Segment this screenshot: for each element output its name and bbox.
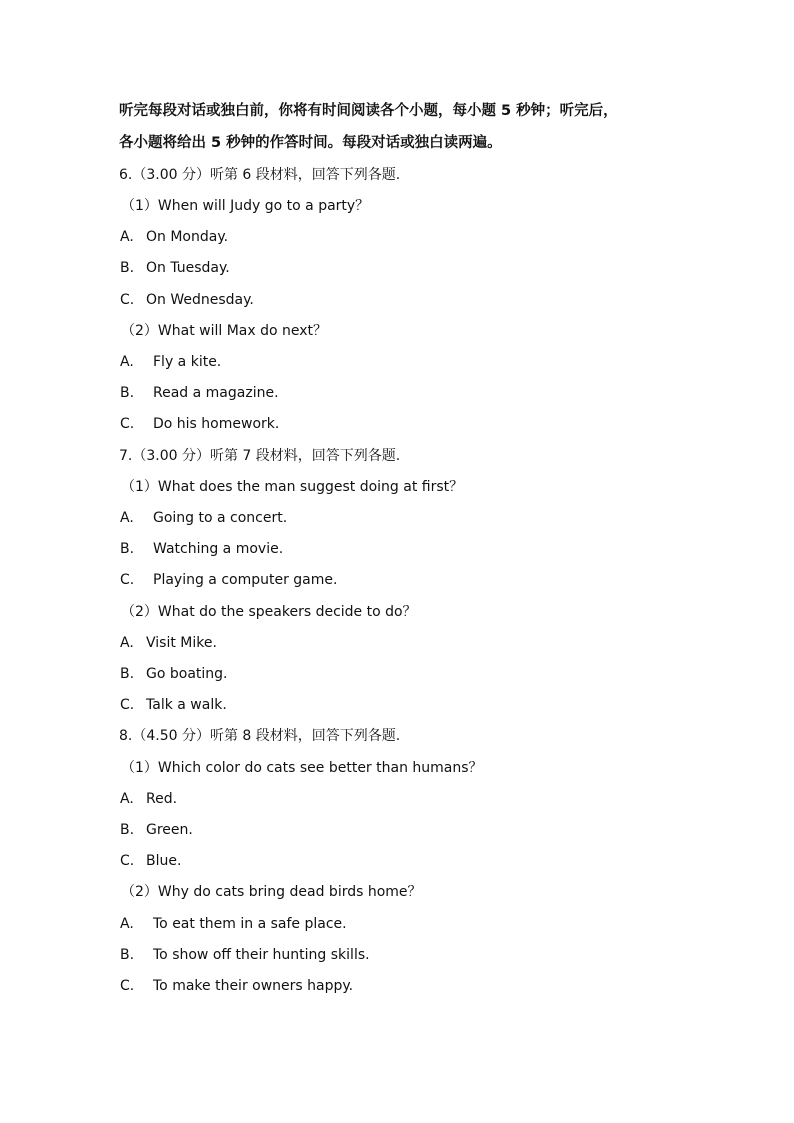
option-text: Talk a walk. (146, 697, 227, 713)
option-c[interactable] (120, 570, 337, 590)
option-letter: C. (120, 853, 135, 869)
option-letter: C. (120, 697, 135, 713)
option-b[interactable] (120, 258, 230, 278)
option-a[interactable] (120, 352, 221, 372)
option-text: Blue. (146, 853, 182, 869)
option-text: Fly a kite. (153, 354, 222, 370)
option-letter: A. (120, 229, 134, 245)
sub-question-stem: （1）Which color do cats see better than humans？ (121, 760, 483, 776)
question-header: 8.（4.50 分）听第 8 段材料，回答下列各题. (119, 728, 401, 744)
option-letter: A. (120, 354, 134, 370)
option-a[interactable] (120, 789, 177, 809)
option-letter: A. (120, 510, 134, 526)
option-letter: C. (120, 292, 135, 308)
sub-question-stem: （2）What will Max do next？ (121, 323, 328, 339)
option-b[interactable] (120, 383, 279, 403)
option-text: On Tuesday. (146, 260, 230, 276)
option-a[interactable] (120, 508, 287, 528)
option-text: Watching a movie. (153, 541, 284, 557)
option-letter: B. (120, 666, 135, 682)
option-letter: C. (120, 572, 135, 588)
option-text: To make their owners happy. (153, 978, 354, 994)
option-letter: C. (120, 978, 135, 994)
option-letter: A. (120, 791, 134, 807)
sub-question-stem: （1）What does the man suggest doing at first？ (121, 479, 464, 495)
option-letter: B. (120, 385, 135, 401)
option-text: Playing a computer game. (153, 572, 338, 588)
option-a[interactable] (120, 227, 228, 247)
option-b[interactable] (120, 664, 227, 684)
sub-question-stem: （2）Why do cats bring dead birds home？ (121, 884, 422, 900)
option-text: To show off their hunting skills. (153, 947, 370, 963)
option-text: Red. (146, 791, 178, 807)
option-text: Green. (146, 822, 193, 838)
option-c[interactable] (120, 851, 181, 871)
option-text: Read a magazine. (153, 385, 279, 401)
question-header: 7.（3.00 分）听第 7 段材料，回答下列各题. (119, 448, 401, 464)
question-header: 6.（3.00 分）听第 6 段材料，回答下列各题. (119, 167, 401, 183)
option-c[interactable] (120, 290, 254, 310)
sub-question-stem: （1）When will Judy go to a party？ (121, 198, 370, 214)
option-a[interactable] (120, 633, 217, 653)
option-text: Going to a concert. (153, 510, 288, 526)
option-text: Do his homework. (153, 416, 280, 432)
option-letter: B. (120, 822, 135, 838)
option-b[interactable] (120, 820, 193, 840)
option-letter: B. (120, 947, 135, 963)
intro-line-2: 各小题将给出 5 秒钟的作答时间。每段对话或独白读两遍。 (119, 135, 502, 151)
option-text: Visit Mike. (146, 635, 217, 651)
option-text: To eat them in a safe place. (153, 916, 347, 932)
option-letter: C. (120, 416, 135, 432)
option-letter: B. (120, 541, 135, 557)
option-letter: A. (120, 916, 134, 932)
option-b[interactable] (120, 945, 370, 965)
option-text: On Monday. (146, 229, 229, 245)
option-c[interactable] (120, 976, 353, 996)
option-text: Go boating. (146, 666, 228, 682)
option-letter: A. (120, 635, 134, 651)
option-c[interactable] (120, 414, 279, 434)
option-a[interactable] (120, 914, 347, 934)
option-letter: B. (120, 260, 135, 276)
option-b[interactable] (120, 539, 283, 559)
option-c[interactable] (120, 695, 227, 715)
option-text: On Wednesday. (146, 292, 254, 308)
sub-question-stem: （2）What do the speakers decide to do？ (121, 604, 417, 620)
intro-line-1: 听完每段对话或独白前，你将有时间阅读各个小题，每小题 5 秒钟；听完后， (119, 103, 618, 119)
